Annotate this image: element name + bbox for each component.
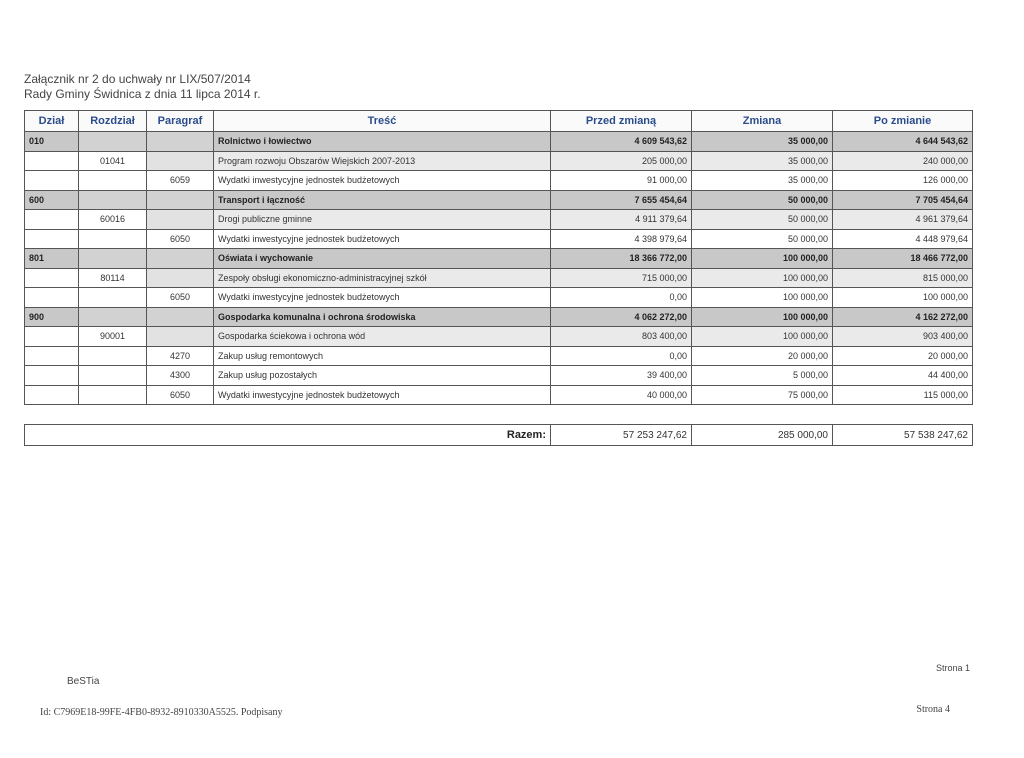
cell-paragraf: [147, 132, 214, 152]
table-header-row: [25, 111, 973, 132]
cell-paragraf: [147, 151, 214, 171]
table-row-dzial: [25, 307, 973, 327]
cell-tresc: Zakup usług remontowych: [214, 346, 551, 366]
cell-przed: 803 400,00: [551, 327, 692, 347]
cell-paragraf: 4300: [147, 366, 214, 386]
cell-rozdzial: [79, 171, 147, 191]
cell-rozdzial: [79, 385, 147, 405]
cell-przed: 7 655 454,64: [551, 190, 692, 210]
cell-rozdzial: [79, 132, 147, 152]
cell-zmiana: 35 000,00: [692, 171, 833, 191]
total-label: Razem:: [25, 425, 551, 446]
cell-tresc: Wydatki inwestycyjne jednostek budżetowych: [214, 288, 551, 308]
cell-po: 7 705 454,64: [833, 190, 973, 210]
cell-tresc: Drogi publiczne gminne: [214, 210, 551, 230]
table-row-paragraf: [25, 288, 973, 308]
cell-rozdzial: 90001: [79, 327, 147, 347]
cell-dzial: [25, 288, 79, 308]
cell-zmiana: 50 000,00: [692, 229, 833, 249]
cell-tresc: Zespoły obsługi ekonomiczno-administracyjnej szkół: [214, 268, 551, 288]
cell-zmiana: 35 000,00: [692, 151, 833, 171]
cell-zmiana: 75 000,00: [692, 385, 833, 405]
total-po: 57 538 247,62: [833, 425, 973, 446]
cell-paragraf: 6050: [147, 288, 214, 308]
cell-paragraf: [147, 210, 214, 230]
cell-dzial: 900: [25, 307, 79, 327]
cell-przed: 91 000,00: [551, 171, 692, 191]
cell-przed: 4 609 543,62: [551, 132, 692, 152]
cell-po: 18 466 772,00: [833, 249, 973, 269]
cell-zmiana: 35 000,00: [692, 132, 833, 152]
software-label: BeSTia: [67, 676, 100, 687]
cell-po: 4 644 543,62: [833, 132, 973, 152]
total-przed: 57 253 247,62: [551, 425, 692, 446]
cell-zmiana: 100 000,00: [692, 307, 833, 327]
cell-rozdzial: [79, 229, 147, 249]
col-header-rozdzial: Rozdział: [79, 111, 147, 132]
cell-paragraf: [147, 190, 214, 210]
cell-zmiana: 50 000,00: [692, 210, 833, 230]
cell-rozdzial: [79, 366, 147, 386]
cell-przed: 0,00: [551, 288, 692, 308]
cell-rozdzial: 60016: [79, 210, 147, 230]
col-header-przed: Przed zmianą: [551, 111, 692, 132]
total-row: [25, 425, 973, 446]
cell-paragraf: 6050: [147, 229, 214, 249]
cell-tresc: Zakup usług pozostałych: [214, 366, 551, 386]
table-row-paragraf: [25, 346, 973, 366]
cell-dzial: [25, 327, 79, 347]
cell-przed: 4 062 272,00: [551, 307, 692, 327]
cell-zmiana: 50 000,00: [692, 190, 833, 210]
budget-table: [24, 110, 973, 405]
table-row-dzial: [25, 190, 973, 210]
table-row-rozdzial: [25, 151, 973, 171]
cell-przed: 205 000,00: [551, 151, 692, 171]
cell-dzial: 010: [25, 132, 79, 152]
cell-po: 20 000,00: [833, 346, 973, 366]
cell-dzial: [25, 366, 79, 386]
cell-paragraf: 6059: [147, 171, 214, 191]
cell-po: 115 000,00: [833, 385, 973, 405]
cell-rozdzial: 01041: [79, 151, 147, 171]
cell-zmiana: 100 000,00: [692, 268, 833, 288]
col-header-dzial: Dział: [25, 111, 79, 132]
col-header-tresc: Treść: [214, 111, 551, 132]
cell-dzial: [25, 385, 79, 405]
cell-po: 4 162 272,00: [833, 307, 973, 327]
table-row-dzial: [25, 132, 973, 152]
cell-przed: 4 911 379,64: [551, 210, 692, 230]
cell-po: 4 448 979,64: [833, 229, 973, 249]
cell-tresc: Oświata i wychowanie: [214, 249, 551, 269]
cell-przed: 39 400,00: [551, 366, 692, 386]
cell-dzial: [25, 151, 79, 171]
cell-zmiana: 5 000,00: [692, 366, 833, 386]
table-row-rozdzial: [25, 268, 973, 288]
col-header-zmiana: Zmiana: [692, 111, 833, 132]
cell-dzial: [25, 268, 79, 288]
table-row-rozdzial: [25, 210, 973, 230]
total-zmiana: 285 000,00: [692, 425, 833, 446]
cell-po: 100 000,00: [833, 288, 973, 308]
cell-zmiana: 100 000,00: [692, 288, 833, 308]
table-row-paragraf: [25, 366, 973, 386]
table-row-dzial: [25, 249, 973, 269]
document-id: Id: C7969E18-99FE-4FB0-8932-8910330A5525. Podpisany: [40, 707, 283, 718]
cell-paragraf: [147, 307, 214, 327]
cell-zmiana: 100 000,00: [692, 249, 833, 269]
cell-przed: 0,00: [551, 346, 692, 366]
cell-po: 126 000,00: [833, 171, 973, 191]
cell-tresc: Rolnictwo i łowiectwo: [214, 132, 551, 152]
cell-tresc: Wydatki inwestycyjne jednostek budżetowych: [214, 385, 551, 405]
cell-zmiana: 100 000,00: [692, 327, 833, 347]
cell-rozdzial: [79, 346, 147, 366]
col-header-po: Po zmianie: [833, 111, 973, 132]
cell-tresc: Transport i łączność: [214, 190, 551, 210]
total-row-table: [24, 424, 973, 446]
cell-po: 240 000,00: [833, 151, 973, 171]
cell-rozdzial: [79, 190, 147, 210]
cell-dzial: 801: [25, 249, 79, 269]
cell-po: 4 961 379,64: [833, 210, 973, 230]
cell-tresc: Wydatki inwestycyjne jednostek budżetowych: [214, 171, 551, 191]
table-row-paragraf: [25, 171, 973, 191]
cell-przed: 18 366 772,00: [551, 249, 692, 269]
cell-tresc: Gospodarka ściekowa i ochrona wód: [214, 327, 551, 347]
header-line-2: Rady Gminy Świdnica z dnia 11 lipca 2014 r.: [24, 87, 261, 101]
table-row-paragraf: [25, 229, 973, 249]
table-row-paragraf: [25, 385, 973, 405]
cell-paragraf: 4270: [147, 346, 214, 366]
document-header: [24, 72, 261, 102]
cell-tresc: Wydatki inwestycyjne jednostek budżetowych: [214, 229, 551, 249]
cell-przed: 715 000,00: [551, 268, 692, 288]
cell-tresc: Program rozwoju Obszarów Wiejskich 2007-2013: [214, 151, 551, 171]
col-header-paragraf: Paragraf: [147, 111, 214, 132]
cell-po: 815 000,00: [833, 268, 973, 288]
cell-paragraf: 6050: [147, 385, 214, 405]
cell-dzial: [25, 210, 79, 230]
cell-dzial: [25, 229, 79, 249]
cell-zmiana: 20 000,00: [692, 346, 833, 366]
cell-rozdzial: 80114: [79, 268, 147, 288]
table-row-rozdzial: [25, 327, 973, 347]
cell-rozdzial: [79, 307, 147, 327]
cell-dzial: [25, 346, 79, 366]
page-number-outer: Strona 4: [916, 704, 950, 715]
cell-dzial: 600: [25, 190, 79, 210]
cell-po: 903 400,00: [833, 327, 973, 347]
cell-dzial: [25, 171, 79, 191]
cell-przed: 40 000,00: [551, 385, 692, 405]
cell-paragraf: [147, 249, 214, 269]
cell-paragraf: [147, 327, 214, 347]
cell-rozdzial: [79, 249, 147, 269]
cell-tresc: Gospodarka komunalna i ochrona środowiska: [214, 307, 551, 327]
cell-rozdzial: [79, 288, 147, 308]
cell-po: 44 400,00: [833, 366, 973, 386]
cell-przed: 4 398 979,64: [551, 229, 692, 249]
cell-paragraf: [147, 268, 214, 288]
header-line-1: Załącznik nr 2 do uchwały nr LIX/507/2014: [24, 72, 251, 86]
page-number-inner: Strona 1: [935, 663, 970, 673]
